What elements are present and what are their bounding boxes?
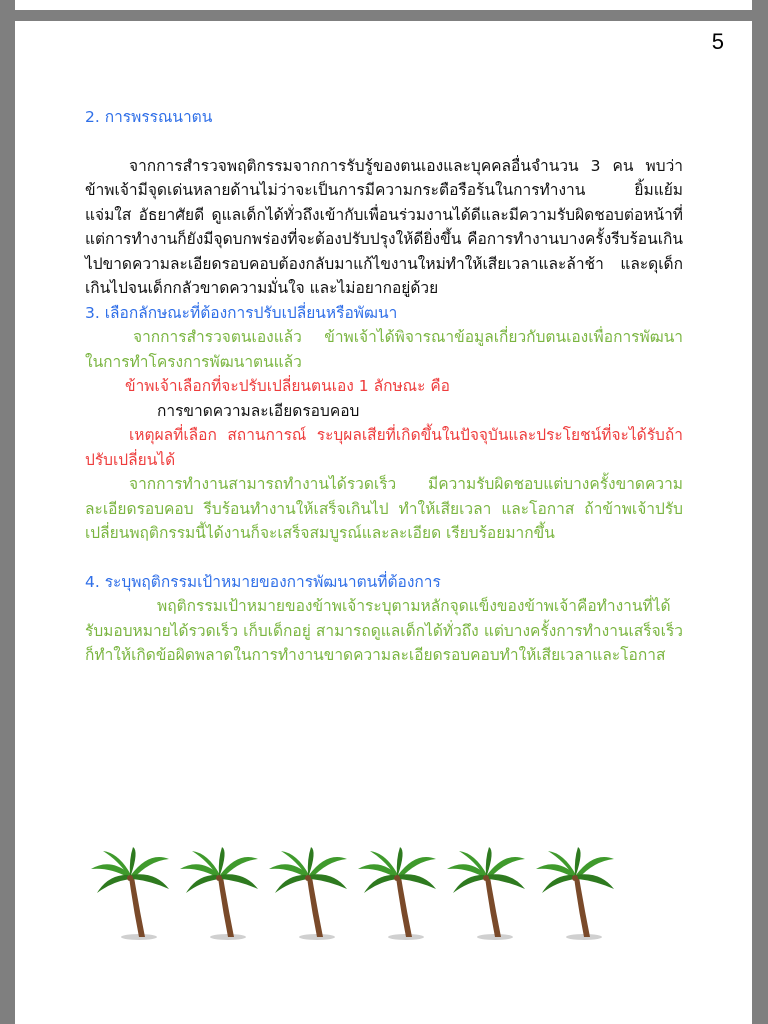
palm-tree-icon xyxy=(534,847,618,942)
document-page xyxy=(15,21,752,1024)
palm-tree-icon xyxy=(445,847,529,942)
page-number: 5 xyxy=(711,29,724,54)
section-3-trait: การขาดความละเอียดรอบคอบ xyxy=(157,401,360,420)
section-3-detail: จากการทำงานสามารถทำงานได้รวดเร็ว มีความรับผิดชอบแต่บางครั้งขาดความละเอียดรอบคอบ รีบร้อนทำงานให้เสร็จเกินไป ทำให้เสียเวลา และโอกาส ถ้าข้าพเจ้าปรับเปลี่ยนพฤติกรรมนี้ได้งานก็จะเสร็จสมบูรณ์และละเอียด เรียบร้อยมากขึ้น xyxy=(85,475,683,542)
spacer xyxy=(85,130,683,154)
palm-tree-row xyxy=(89,847,629,942)
section-4-body: พฤติกรรมเป้าหมายของข้าพเจ้าระบุตามหลักจุดแข็งของข้าพเจ้าคือทำงานที่ได้รับมอบหมายได้รวดเร็ว เก็บเด็กอยู่ สามารถดูแลเด็กได้ทั่วถึง แต่บางครั้งการทำงานเสร็จเร็วก็ทำให้เกิดข้อผิดพลาดในการทำงานขาดความละเอียดรอบคอบทำให้เสียเวลาและโอกาส xyxy=(85,597,683,664)
section-2-heading: 2. การพรรณนาตน xyxy=(85,108,213,126)
palm-tree-icon xyxy=(356,847,440,942)
section-2-body: จากการสำรวจพฤติกรรมจากการรับรู้ของตนเองและบุคคลอื่นจำนวน 3 คน พบว่าข้าพเจ้ามีจุดเด่นหลายด้านไม่ว่าจะเป็นการมีความกระตือรือร้นในการทำงาน ยิ้มแย้มแจ่มใส อัธยาศัยดี ดูแลเด็กได้ทั่วถึงเข้ากับเพื่อนร่วมงานได้ดีและมีความรับผิดชอบต่อหน้าที่แต่การทำงานก็ยังมีจุดบกพร่องที่จะต้องปรับปรุงให้ดียิ่งขึ้น คือการทำงานบางครั้งรีบร้อนเกินไปขาดความละเอียดรอบคอบต้องกลับมาแก้ไขงานใหม่ทำให้เสียเวลาและล้าช้า และดุเด็กเกินไปจนเด็กกลัวขาดความมั่นใจ และไม่อยากอยู่ด้วย xyxy=(85,156,683,297)
palm-tree-icon xyxy=(267,847,351,942)
section-3-choice: ข้าพเจ้าเลือกที่จะปรับเปลี่ยนตนเอง 1 ลักษณะ คือ xyxy=(125,377,450,395)
palm-tree-icon xyxy=(89,847,173,942)
section-3-intro: จากการสำรวจตนเองแล้ว ข้าพเจ้าได้พิจารณาข้อมูลเกี่ยวกับตนเองเพื่อการพัฒนาในการทำโครงการพัฒนาตนแล้ว xyxy=(85,328,683,371)
previous-page-edge xyxy=(15,0,752,10)
section-4-heading: 4. ระบุพฤติกรรมเป้าหมายของการพัฒนาตนที่ต้องการ xyxy=(85,572,441,591)
spacer xyxy=(85,546,683,570)
section-3-reason: เหตุผลที่เลือก สถานการณ์ ระบุผลเสียที่เกิดขึ้นในปัจจุบันและประโยชน์ที่จะได้รับถ้าปรับเปลี่ยนได้ xyxy=(85,426,683,469)
page-content xyxy=(85,105,683,668)
section-3-heading: 3. เลือกลักษณะที่ต้องการปรับเปลี่ยนหรือพัฒนา xyxy=(85,303,398,322)
palm-tree-icon xyxy=(178,847,262,942)
